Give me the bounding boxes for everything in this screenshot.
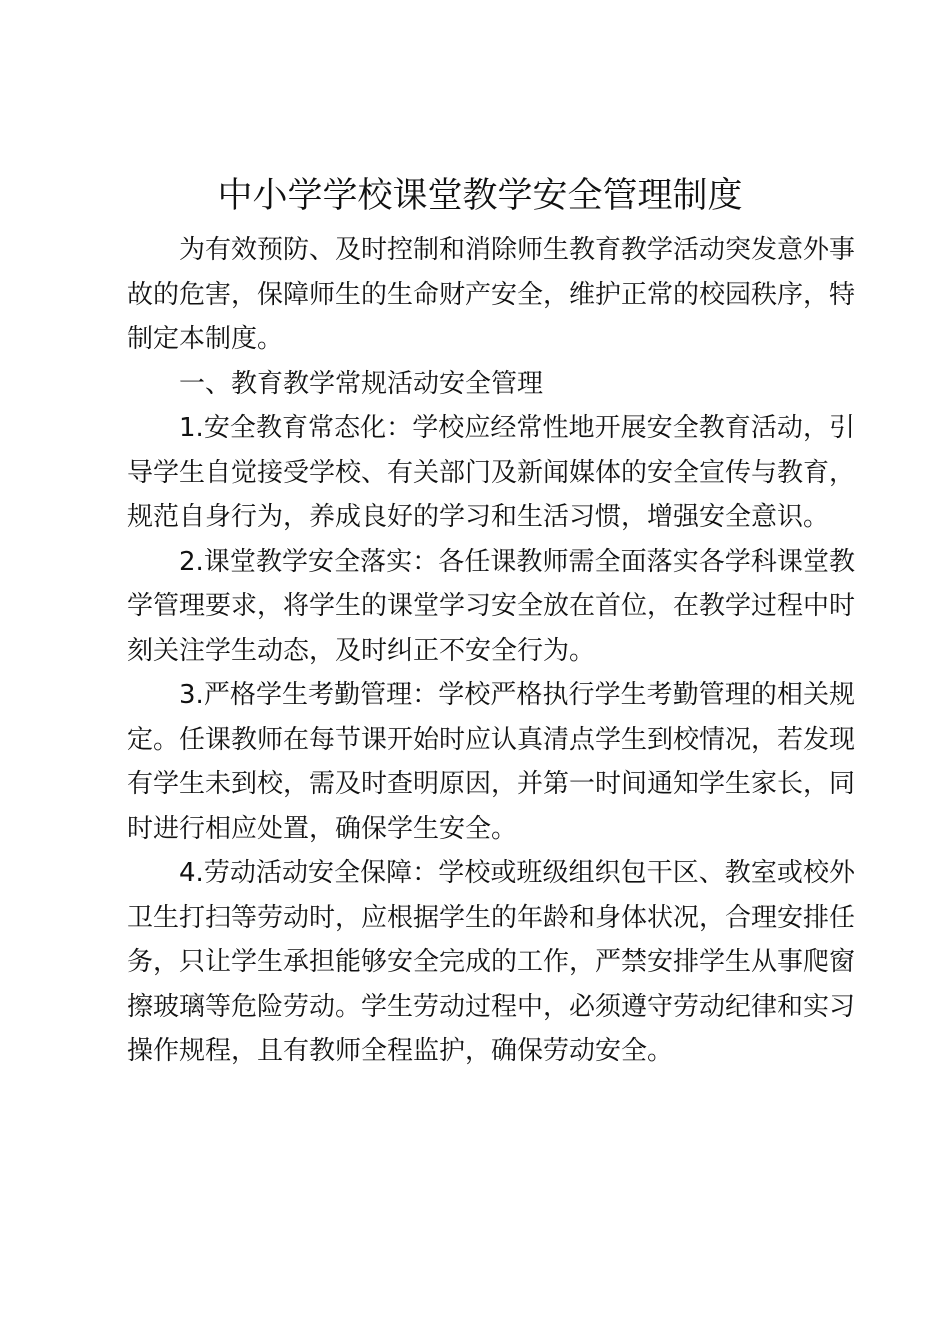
document-title: 中小学学校课堂教学安全管理制度 (217, 176, 743, 216)
rule-paragraph-4: 4.劳动活动安全保障：学校或班级组织包干区、教室或校外卫生打扫等劳动时，应根据学生的年龄和身体状况，合理安排任务，只让学生承担能够安全完成的工作，严禁安排学生从事爬窗擦玻璃等危险劳动。学生劳动过程中，必须遵守劳动纪律和实习操作规程，且有教师全程监护，确保劳动安全。 (127, 858, 856, 1066)
section-heading: 一、教育教学常规活动安全管理 (179, 368, 544, 399)
document-body (127, 228, 855, 1074)
rule-paragraph-1: 1.安全教育常态化：学校应经常性地开展安全教育活动，引导学生自觉接受学校、有关部门及新闻媒体的安全宣传与教育，规范自身行为，养成良好的学习和生活习惯，增强安全意识。 (127, 413, 856, 532)
intro-paragraph: 为有效预防、及时控制和消除师生教育教学活动突发意外事故的危害，保障师生的生命财产安全，维护正常的校园秩序，特制定本制度。 (127, 235, 856, 354)
rule-paragraph-3: 3.严格学生考勤管理：学校严格执行学生考勤管理的相关规定。任课教师在每节课开始时应认真清点学生到校情况，若发现有学生未到校，需及时查明原因，并第一时间通知学生家长，同时进行相应处置，确保学生安全。 (127, 680, 856, 844)
rule-paragraph-2: 2.课堂教学安全落实：各任课教师需全面落实各学科课堂教学管理要求，将学生的课堂学习安全放在首位，在教学过程中时刻关注学生动态，及时纠正不安全行为。 (127, 546, 856, 666)
